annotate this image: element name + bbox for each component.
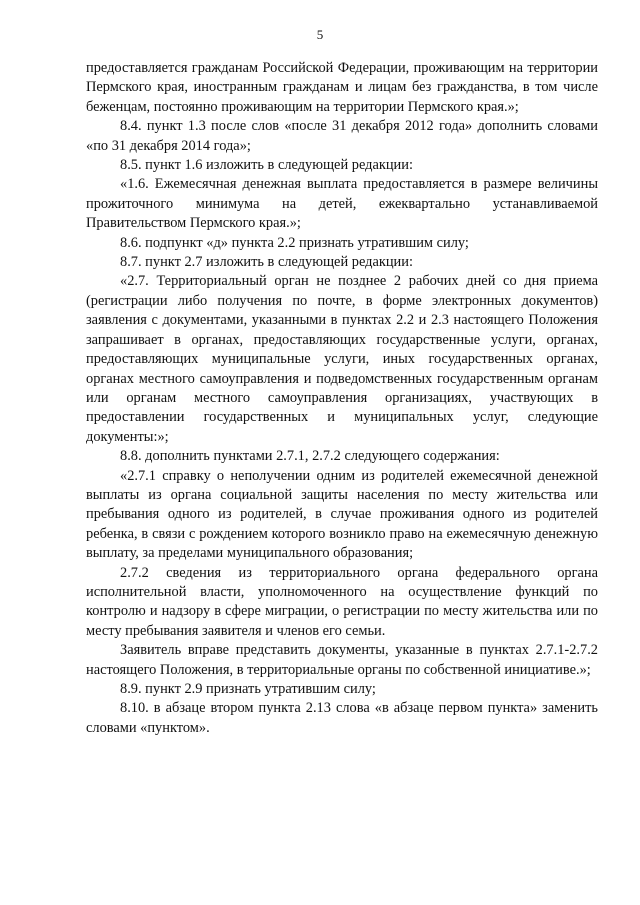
page-number: 5 [316, 27, 324, 42]
paragraph-2-7-2: 2.7.2 сведения из территориального органа федерального органа исполнительной власти, уполномоченного на осуществление функций по контролю и надзору в сфере миграции, о регистрации по месту жительства или по месту пребывания заявителя и членов его семьи. [86, 564, 598, 639]
paragraph-2-7-quote: «2.7. Территориальный орган не позднее 2 рабочих дней со дня приема (регистрации либо получения по почте, в форме электронных документов) заявления с документами, указанными в пунктах 2.2 и 2.3 настоящего Положения запрашивает в органах, предоставляющих государственные услуги, органах, предоставляющих муниципальные услуги, иных государственных органах, органах местного самоуправления и подведомственных государственным органам или органам местного самоуправления организациях, участвующих в предоставлении государственных и муниципальных услуг, следующие документы:»; [86, 273, 598, 445]
paragraph-1-6-quote: «1.6. Ежемесячная денежная выплата предоставляется в размере величины прожиточного минимума на детей, ежеквартально устанавливаемой Правительством Пермского края.»; [86, 176, 598, 232]
paragraph-8-10: 8.10. в абзаце втором пункта 2.13 слова «в абзаце первом пункта» заменить словами «пунктом». [86, 700, 598, 736]
paragraph-applicant-right: Заявитель вправе представить документы, указанные в пунктах 2.7.1-2.7.2 настоящего Положения, в территориальные органы по собственной инициативе.»; [86, 642, 598, 678]
paragraph-8-7: 8.7. пункт 2.7 изложить в следующей редакции: [120, 254, 413, 271]
paragraph-8-4: 8.4. пункт 1.3 после слов «после 31 декабря 2012 года» дополнить словами «по 31 декабря 2014 года»; [86, 118, 598, 154]
paragraph-8-6: 8.6. подпункт «д» пункта 2.2 признать утратившим силу; [120, 234, 469, 251]
document-body [86, 59, 598, 738]
paragraph-continuation: предоставляется гражданам Российской Федерации, проживающим на территории Пермского края, иностранным гражданам и лицам без гражданства, в том числе беженцам, постоянно проживающим на территории Пермского края.»; [86, 60, 598, 115]
paragraph-8-9: 8.9. пункт 2.9 признать утратившим силу; [120, 681, 376, 697]
paragraph-8-5: 8.5. пункт 1.6 изложить в следующей редакции: [120, 157, 413, 174]
paragraph-2-7-1: «2.7.1 справку о неполучении одним из родителей ежемесячной денежной выплаты из органа социальной защиты населения по месту жительства или пребывания одного из родителей, в случае проживания одного из родителей ребенка, в связи с рождением которого возникло право на ежемесячную денежную выплату, за пределами муниципального образования; [86, 467, 598, 562]
paragraph-8-8: 8.8. дополнить пунктами 2.7.1, 2.7.2 следующего содержания: [120, 448, 500, 465]
